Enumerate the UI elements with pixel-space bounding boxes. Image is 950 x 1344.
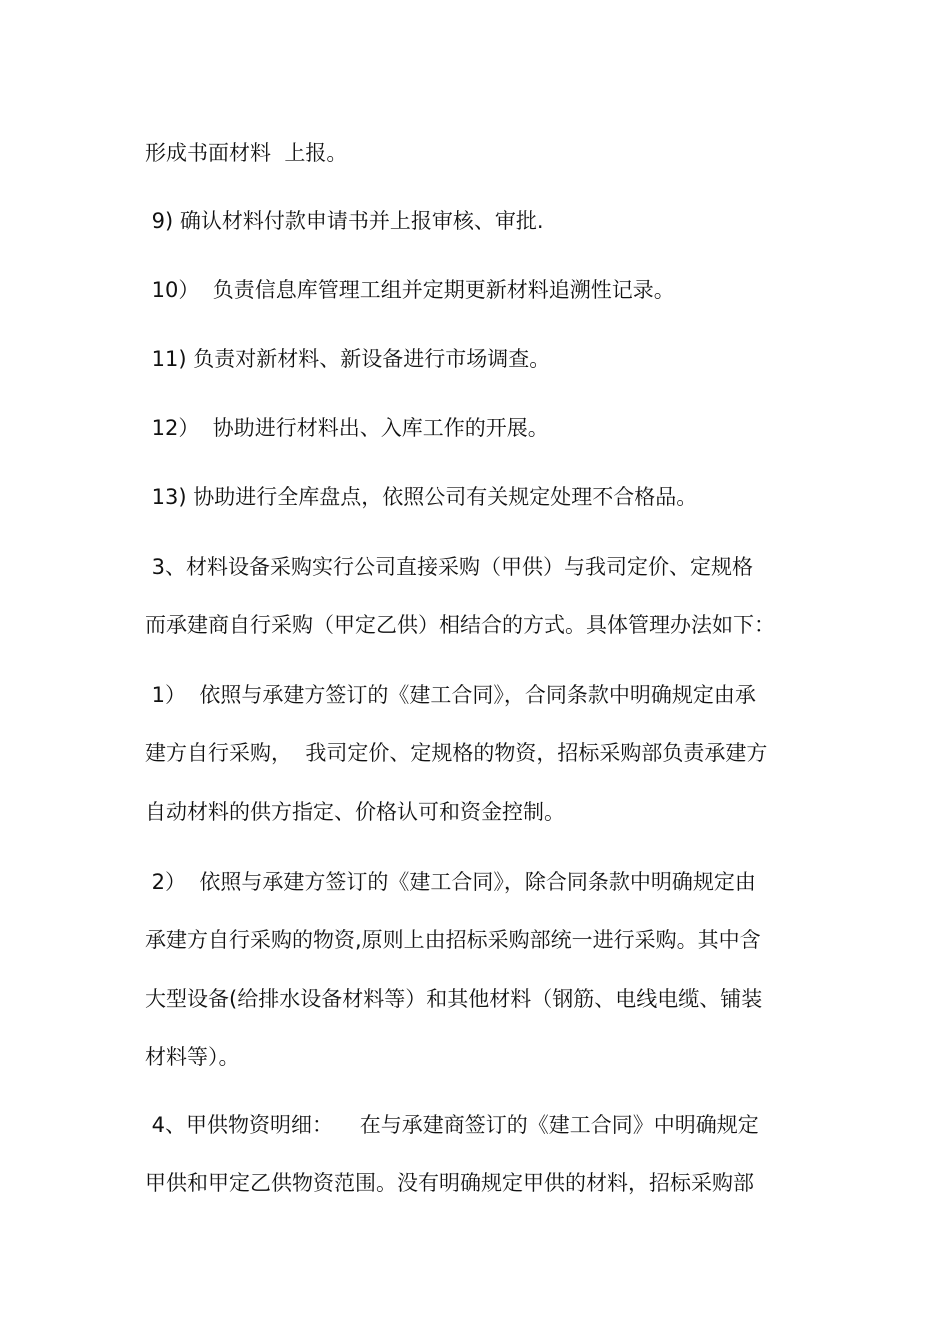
text-line: 9) 确认材料付款申请书并上报审核、审批. <box>145 209 544 233</box>
text-line: 3、材料设备采购实行公司直接采购（甲供）与我司定价、定规格 <box>145 555 754 579</box>
text-line: 2） 依照与承建方签订的《建工合同》，除合同条款中明确规定由 <box>145 870 756 894</box>
text-line: 自动材料的供方指定、价格认可和资金控制。 <box>145 800 565 824</box>
text-line: 材料等）。 <box>145 1045 240 1069</box>
text-line: 形成书面材料 上报。 <box>145 141 348 165</box>
text-line: 12） 协助进行材料出、入库工作的开展。 <box>145 416 549 440</box>
text-line: 13) 协助进行全库盘点，依照公司有关规定处理不合格品。 <box>145 485 698 509</box>
text-line: 建方自行采购， 我司定价、定规格的物资，招标采购部负责承建方 <box>145 741 768 765</box>
text-line: 大型设备(给排水设备材料等）和其他材料（钢筋、电线电缆、铺装 <box>145 987 763 1011</box>
text-line: 11) 负责对新材料、新设备进行市场调查。 <box>145 347 551 371</box>
text-line: 4、甲供物资明细： 在与承建商签订的《建工合同》中明确规定 <box>145 1113 759 1137</box>
text-line: 1） 依照与承建方签订的《建工合同》，合同条款中明确规定由承 <box>145 683 756 707</box>
text-line: 甲供和甲定乙供物资范围。没有明确规定甲供的材料，招标采购部 <box>145 1171 754 1195</box>
text-line: 而承建商自行采购（甲定乙供）相结合的方式。具体管理办法如下： <box>145 613 775 637</box>
text-line: 承建方自行采购的物资,原则上由招标采购部统一进行采购。其中含 <box>145 928 761 952</box>
text-line: 10） 负责信息库管理工组并定期更新材料追溯性记录。 <box>145 278 675 302</box>
